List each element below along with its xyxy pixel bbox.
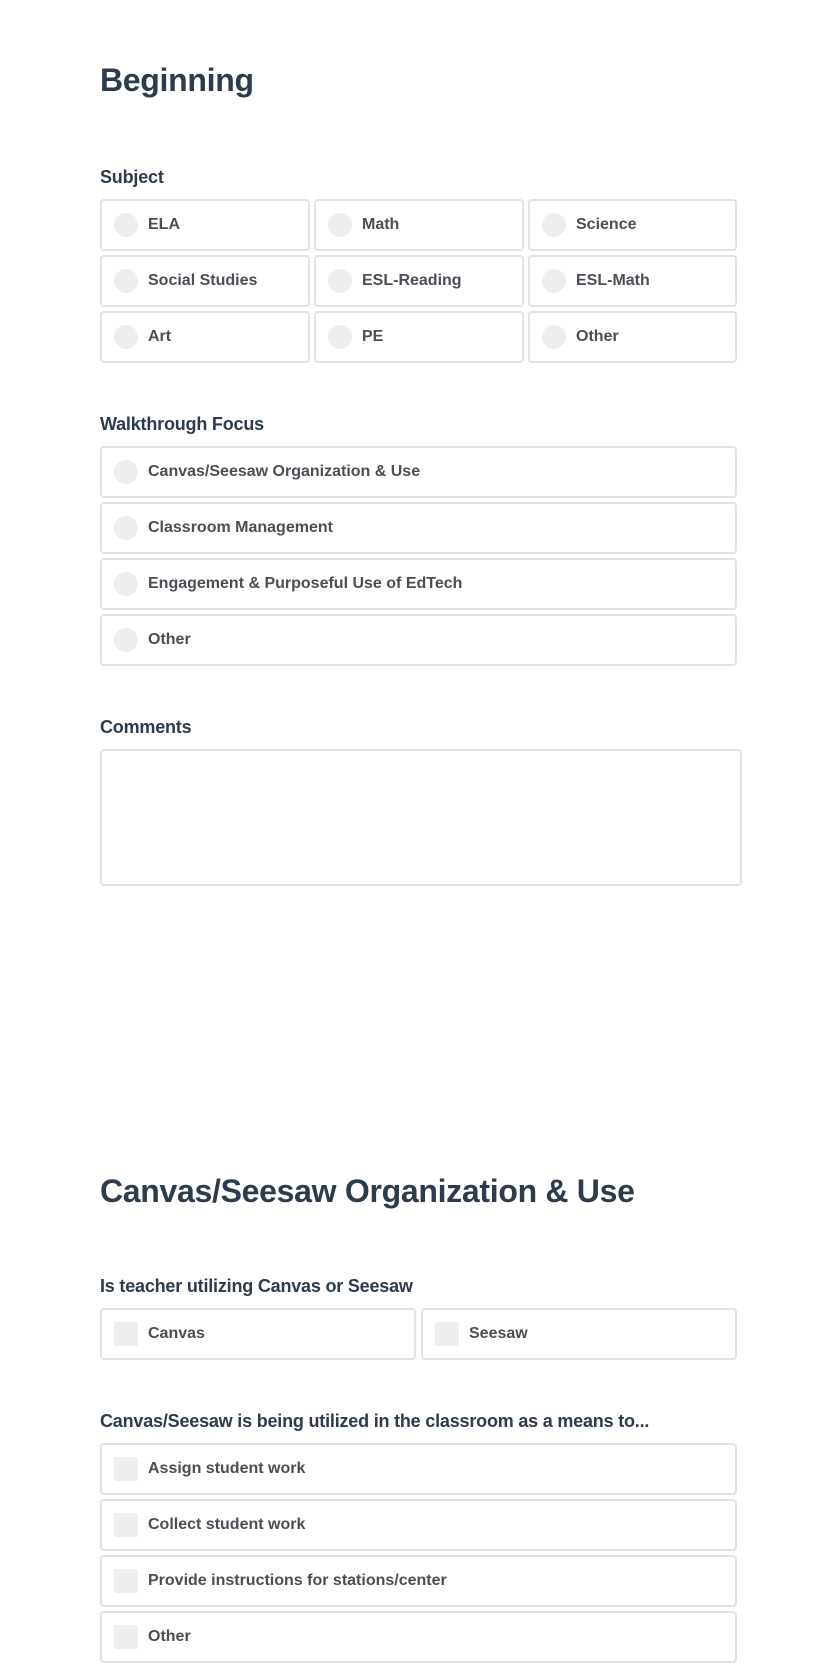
option-label: Canvas	[148, 1325, 205, 1342]
radio-circle-icon[interactable]	[114, 572, 138, 596]
means-option-assign-work[interactable]	[100, 1443, 737, 1495]
option-label: Art	[148, 328, 172, 345]
focus-option-engagement-edtech[interactable]	[100, 558, 737, 610]
focus-option-canvas-seesaw[interactable]	[100, 446, 737, 498]
checkbox-square-icon[interactable]	[114, 1569, 138, 1593]
subject-option-pe[interactable]	[314, 311, 524, 363]
option-label: Engagement & Purposeful Use of EdTech	[148, 575, 463, 592]
checkbox-square-icon[interactable]	[114, 1625, 138, 1649]
subject-option-other[interactable]	[528, 311, 737, 363]
radio-circle-icon[interactable]	[542, 325, 566, 349]
option-label: Provide instructions for stations/center	[148, 1572, 447, 1589]
subject-option-science[interactable]	[528, 199, 737, 251]
radio-circle-icon[interactable]	[114, 516, 138, 540]
subject-label: Subject	[100, 167, 164, 187]
means-question-label: Canvas/Seesaw is being utilized in the classroom as a means to...	[100, 1411, 650, 1431]
option-label: Assign student work	[148, 1460, 306, 1477]
radio-circle-icon[interactable]	[328, 325, 352, 349]
option-label: Other	[148, 631, 191, 648]
subject-option-esl-reading[interactable]	[314, 255, 524, 307]
radio-circle-icon[interactable]	[114, 325, 138, 349]
radio-circle-icon[interactable]	[114, 213, 138, 237]
option-label: Canvas/Seesaw Organization & Use	[148, 463, 421, 480]
option-label: Classroom Management	[148, 519, 333, 536]
option-label: ESL-Math	[576, 272, 650, 289]
comments-textarea[interactable]	[100, 749, 742, 886]
option-label: Other	[576, 328, 619, 345]
platform-question-label: Is teacher utilizing Canvas or Seesaw	[100, 1276, 413, 1296]
means-option-other[interactable]	[100, 1611, 737, 1663]
radio-circle-icon[interactable]	[328, 213, 352, 237]
subject-option-art[interactable]	[100, 311, 310, 363]
focus-option-other[interactable]	[100, 614, 737, 666]
comments-label: Comments	[100, 717, 192, 737]
radio-circle-icon[interactable]	[114, 460, 138, 484]
walkthrough-focus-label: Walkthrough Focus	[100, 414, 264, 434]
section-title-canvas-seesaw: Canvas/Seesaw Organization & Use	[100, 1173, 635, 1209]
option-label: Collect student work	[148, 1516, 306, 1533]
option-label: Other	[148, 1628, 191, 1645]
option-label: Science	[576, 216, 637, 233]
checkbox-square-icon[interactable]	[114, 1513, 138, 1537]
option-label: PE	[362, 328, 384, 345]
option-label: ELA	[148, 216, 180, 233]
radio-circle-icon[interactable]	[542, 269, 566, 293]
checkbox-square-icon[interactable]	[114, 1457, 138, 1481]
subject-option-ela[interactable]	[100, 199, 310, 251]
checkbox-square-icon[interactable]	[435, 1322, 459, 1346]
radio-circle-icon[interactable]	[114, 269, 138, 293]
means-option-provide-instructions[interactable]	[100, 1555, 737, 1607]
radio-circle-icon[interactable]	[542, 213, 566, 237]
option-label: ESL-Reading	[362, 272, 462, 289]
checkbox-square-icon[interactable]	[114, 1322, 138, 1346]
radio-circle-icon[interactable]	[114, 628, 138, 652]
section-title-beginning: Beginning	[100, 62, 254, 98]
platform-option-canvas[interactable]	[100, 1308, 416, 1360]
subject-option-math[interactable]	[314, 199, 524, 251]
option-label: Math	[362, 216, 400, 233]
subject-option-social-studies[interactable]	[100, 255, 310, 307]
subject-option-esl-math[interactable]	[528, 255, 737, 307]
option-label: Social Studies	[148, 272, 258, 289]
radio-circle-icon[interactable]	[328, 269, 352, 293]
focus-option-classroom-management[interactable]	[100, 502, 737, 554]
option-label: Seesaw	[469, 1325, 528, 1342]
platform-option-seesaw[interactable]	[421, 1308, 737, 1360]
means-option-collect-work[interactable]	[100, 1499, 737, 1551]
